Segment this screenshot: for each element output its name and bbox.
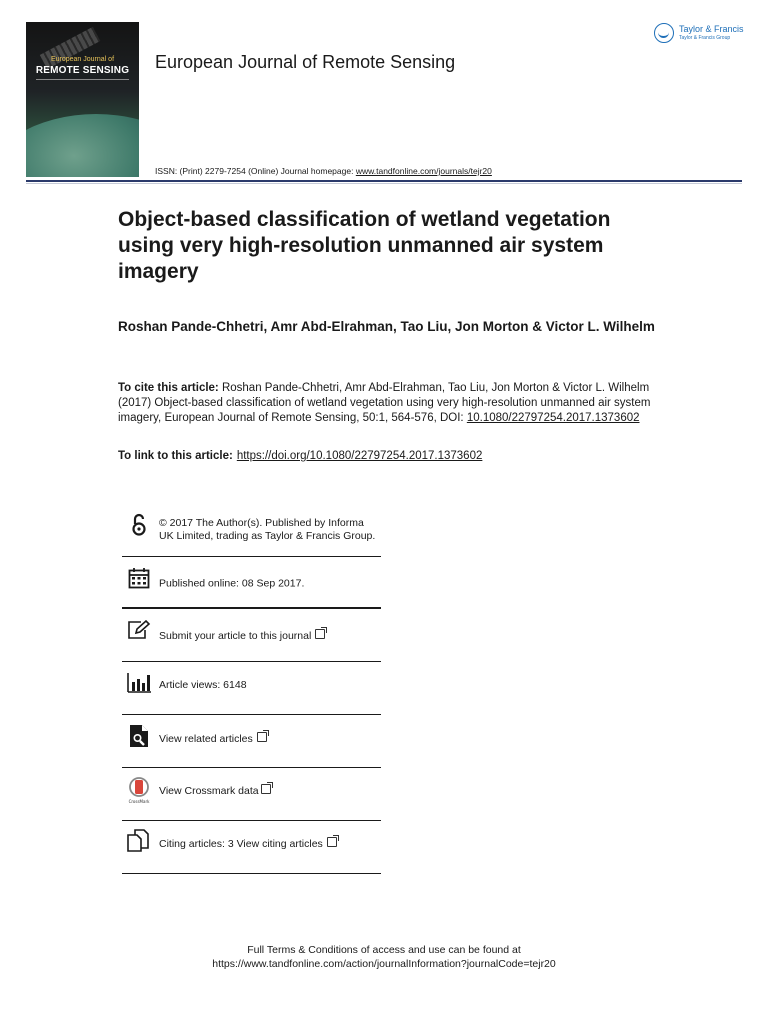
crossmark-icon (126, 777, 152, 803)
publisher-subname: Taylor & Francis Group (679, 35, 731, 41)
submit-link[interactable]: Submit your article to this journal (159, 629, 325, 643)
citing-articles-icon (126, 827, 152, 853)
svg-text:CrossMark: CrossMark (128, 799, 150, 804)
citation-block (118, 381, 658, 426)
cite-text: Roshan Pande-Chhetri, Amr Abd-Elrahman, Tao Liu, Jon Morton & Victor L. Wilhelm (2017) Object-based classification of wetland vegetation using very high-resolution unmanned air system imagery, European Journal of Remote Sensing, 50:1, 564-576, DOI: (118, 382, 651, 424)
external-link-icon (257, 732, 267, 742)
issn-line (155, 166, 492, 176)
open-access-row (122, 505, 381, 557)
copyright-text: © 2017 The Author(s). Published by Informa UK Limited, trading as Taylor & Francis Group. (159, 517, 376, 542)
calendar-icon (126, 565, 152, 591)
external-link-icon (315, 629, 325, 639)
issn-text: ISSN: (Print) 2279-7254 (Online) Journal homepage: (155, 166, 356, 176)
published-date: Published online: 08 Sep 2017. (159, 577, 305, 590)
link-label: To link to this article: (118, 450, 233, 462)
citing-articles-link[interactable]: Citing articles: 3 View citing articles (159, 837, 337, 851)
crossmark-row[interactable] (122, 768, 381, 821)
external-link-icon (327, 837, 337, 847)
article-info-panel (122, 505, 381, 874)
taylor-francis-logo[interactable] (654, 22, 749, 48)
journal-title: European Journal of Remote Sensing (155, 52, 456, 72)
open-access-icon (126, 512, 152, 538)
header-rule (26, 180, 742, 182)
header-rule-light (26, 183, 742, 184)
citing-row[interactable] (122, 821, 381, 874)
journal-cover-image (26, 22, 139, 177)
related-row[interactable] (122, 715, 381, 768)
cite-doi-link[interactable]: 10.1080/22797254.2017.1373602 (466, 412, 640, 424)
footer-terms (0, 943, 768, 971)
article-doi-link[interactable]: https://doi.org/10.1080/22797254.2017.1373602 (236, 450, 483, 462)
article-title: Object-based classification of wetland vegetation using very high-resolution unmanned air system imagery (118, 208, 611, 283)
cover-title-line2: REMOTE SENSING (35, 65, 130, 76)
footer-line1: Full Terms & Conditions of access and use can be found at (247, 944, 521, 956)
article-authors: Roshan Pande-Chhetri, Amr Abd-Elrahman, Tao Liu, Jon Morton & Victor L. Wilhelm (118, 319, 655, 334)
publisher-name: Taylor & Francis (679, 24, 744, 34)
related-articles-icon (126, 723, 152, 749)
earth-graphic (26, 114, 139, 177)
external-link-icon (261, 784, 271, 794)
submit-row[interactable] (122, 609, 381, 662)
footer-terms-link[interactable]: https://www.tandfonline.com/action/journalInformation?journalCode=tejr20 (212, 958, 556, 970)
related-articles-link[interactable]: View related articles (159, 732, 267, 746)
journal-homepage-link[interactable]: www.tandfonline.com/journals/tejr20 (355, 166, 492, 176)
views-row (122, 662, 381, 715)
article-views: Article views: 6148 (159, 679, 247, 691)
published-row (122, 557, 381, 609)
cover-title-line1: European Journal of (50, 56, 115, 63)
cover-divider (36, 79, 129, 80)
crossmark-link[interactable]: View Crossmark data (159, 784, 271, 798)
edit-icon (126, 617, 152, 643)
cite-label: To cite this article: (118, 382, 219, 394)
bar-chart-icon (126, 669, 152, 695)
article-link-line (118, 450, 678, 462)
publisher-logo-icon (654, 23, 674, 43)
